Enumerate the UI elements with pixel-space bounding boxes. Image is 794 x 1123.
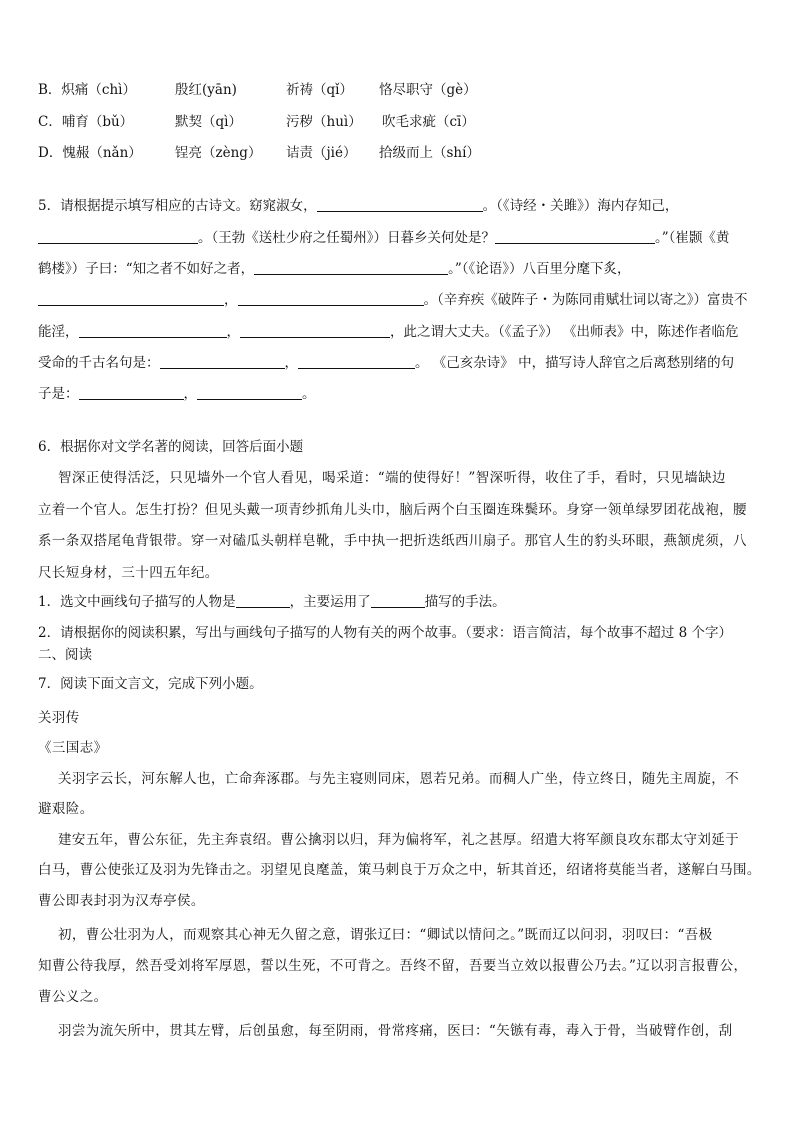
answer-blank[interactable]: [38, 291, 224, 306]
q5-text: 。 《己亥杂诗》 中，描写诗人辞官之后离愁别绪的句: [415, 355, 735, 371]
q6-passage-line: 立着一个官人。怎生打扮？但见头戴一项青纱抓角儿头巾，脑后两个白玉圈连珠鬓环。身穿一领单绿罗团花战袍，腰: [38, 502, 747, 518]
q5-line-5: [38, 322, 764, 342]
article-line: 关羽字云长，河东解人也，亡命奔涿郡。与先主寝则同床，恩若兄弟。而稠人广坐，侍立终日，随先主周旋，不: [58, 771, 740, 787]
answer-blank[interactable]: [160, 354, 285, 369]
q5-text: 。（王勃《送杜少府之任蜀州》）日暮乡关何处是？: [198, 230, 495, 246]
article-line: 白马，曹公使张辽及羽为先锋击之。羽望见良麾盖，策马刺良于万众之中，斩其首还，绍诸将莫能当者，遂解白马围。: [38, 862, 761, 878]
option-b-4: 恪尽职守（gè）: [379, 82, 477, 98]
q5-text: 。（《诗经・关雎》）海内存知己，: [482, 198, 679, 214]
q6-passage-line: 系一条双搭尾龟背银带。穿一对磕瓜头朝样皂靴，手中执一把折迭纸西川扇子。那官人生的豹头环眼，燕颔虎须，八: [38, 533, 747, 549]
q6-passage-line: 智深正使得活泛，只见墙外一个官人看见，喝采道：“端的使得好！”智深听得，收住了手，看时，只见墙缺边: [58, 470, 726, 486]
q5-text: 5．请根据提示填写相应的古诗文。窈窕淑女，: [38, 198, 317, 214]
article-source: 《三国志》: [38, 740, 108, 756]
article-line: 知曹公待我厚，然吾受刘将军厚恩，誓以生死，不可背之。吾终不留，吾要当立效以报曹公乃去。”辽以羽言报曹公，: [38, 958, 748, 974]
q5-text: 受命的千古名句是：: [38, 355, 160, 371]
q5-text: ，此之谓大丈夫。（《孟子》） 《出师表》中，陈述作者临危: [390, 324, 739, 340]
answer-blank[interactable]: [79, 385, 184, 400]
q6-subquestion-2: 2．请根据你的阅读积累，写出与画线句子描写的人物有关的两个故事。（要求：语言简洁，每个故事不超过 8 个字）: [38, 625, 733, 641]
q5-text: 。（辛弃疾《破阵子・为陈同甫赋壮词以寄之》）富贵不: [423, 292, 748, 308]
option-d-2: 锃亮（zèng）: [175, 145, 262, 161]
answer-blank[interactable]: [238, 291, 424, 306]
q6-title: 6．根据你对文学名著的阅读，回答后面小题: [38, 439, 304, 455]
option-c-3: 污秽（huì）: [286, 114, 362, 130]
article-title: 关羽传: [38, 710, 80, 726]
q6-subquestion-1: [38, 592, 764, 612]
answer-blank[interactable]: [298, 354, 415, 369]
option-d-3: 诘责（jié）: [286, 145, 357, 161]
answer-blank[interactable]: [371, 593, 425, 608]
answer-blank[interactable]: [236, 593, 290, 608]
q5-text: 能淫，: [38, 324, 79, 340]
option-d-4: 拾级而上（shí）: [379, 145, 480, 161]
answer-blank[interactable]: [254, 260, 448, 275]
option-c-2: 默契（qì）: [175, 114, 242, 130]
answer-blank[interactable]: [240, 323, 390, 338]
q5-text: ，: [183, 386, 197, 402]
q5-text: ，: [224, 292, 238, 308]
q5-line-6: [38, 353, 764, 373]
q7-title: 7．阅读下面文言文，完成下列小题。: [38, 676, 263, 692]
option-b-1: B．炽痛（chì）: [38, 82, 136, 98]
q6-text: ，主要运用了: [289, 594, 371, 610]
q5-text: ，: [226, 324, 240, 340]
section-heading: 二、阅读: [38, 647, 92, 663]
answer-blank[interactable]: [197, 385, 302, 400]
option-d-row: [38, 143, 764, 163]
answer-blank[interactable]: [495, 229, 655, 244]
article-line: 初，曹公壮羽为人，而观察其心神无久留之意，谓张辽曰：“卿试以情问之。”既而辽以问羽，羽叹曰：“吾极: [58, 927, 713, 943]
answer-blank[interactable]: [79, 323, 227, 338]
option-c-1: C．哺育（bǔ）: [38, 114, 134, 130]
answer-blank[interactable]: [38, 229, 198, 244]
q5-text: 鹤楼》）子曰：“知之者不如好之者，: [38, 261, 255, 277]
article-line: 曹公义之。: [38, 989, 108, 1005]
option-b-3: 祈祷（qǐ）: [286, 82, 353, 98]
option-b-2: 殷红(yān): [175, 82, 237, 98]
q5-text: 。”（《论语》）八百里分麾下炙，: [448, 261, 631, 277]
q6-text: 描写的手法。: [424, 594, 506, 610]
q5-line-7: [38, 384, 764, 404]
q5-line-2: [38, 228, 764, 248]
q5-line-3: [38, 259, 764, 279]
article-line: 曹公即表封羽为汉寿亭侯。: [38, 893, 205, 909]
q5-text: 。: [302, 386, 316, 402]
q5-text: ，: [284, 355, 298, 371]
article-line: 羽尝为流矢所中，贯其左臂，后创虽愈，每至阴雨，骨常疼痛，医曰：“矢镞有毒，毒入于骨，当破臂作创，刮: [58, 1023, 733, 1039]
answer-blank[interactable]: [317, 197, 483, 212]
article-line: 避艰险。: [38, 801, 94, 817]
q5-line-4: [38, 290, 764, 310]
article-line: 建安五年，曹公东征，先主奔袁绍。曹公擒羽以归，拜为偏将军，礼之甚厚。绍遣大将军颜良攻东郡太守刘延于: [58, 832, 740, 848]
q6-passage-line: 尺长短身材，三十四五年纪。: [38, 565, 219, 581]
q5-line-1: [38, 196, 764, 216]
q5-text: 。”（崔颢《黄: [655, 230, 730, 246]
option-d-1: D．愧赧（nǎn）: [38, 145, 142, 161]
q5-text: 子是：: [38, 386, 79, 402]
q6-text: 1．选文中画线句子描写的人物是: [38, 594, 236, 610]
option-c-4: 吹毛求疵（cī）: [382, 114, 475, 130]
option-c-row: [38, 112, 764, 132]
option-b-row: [38, 80, 764, 100]
